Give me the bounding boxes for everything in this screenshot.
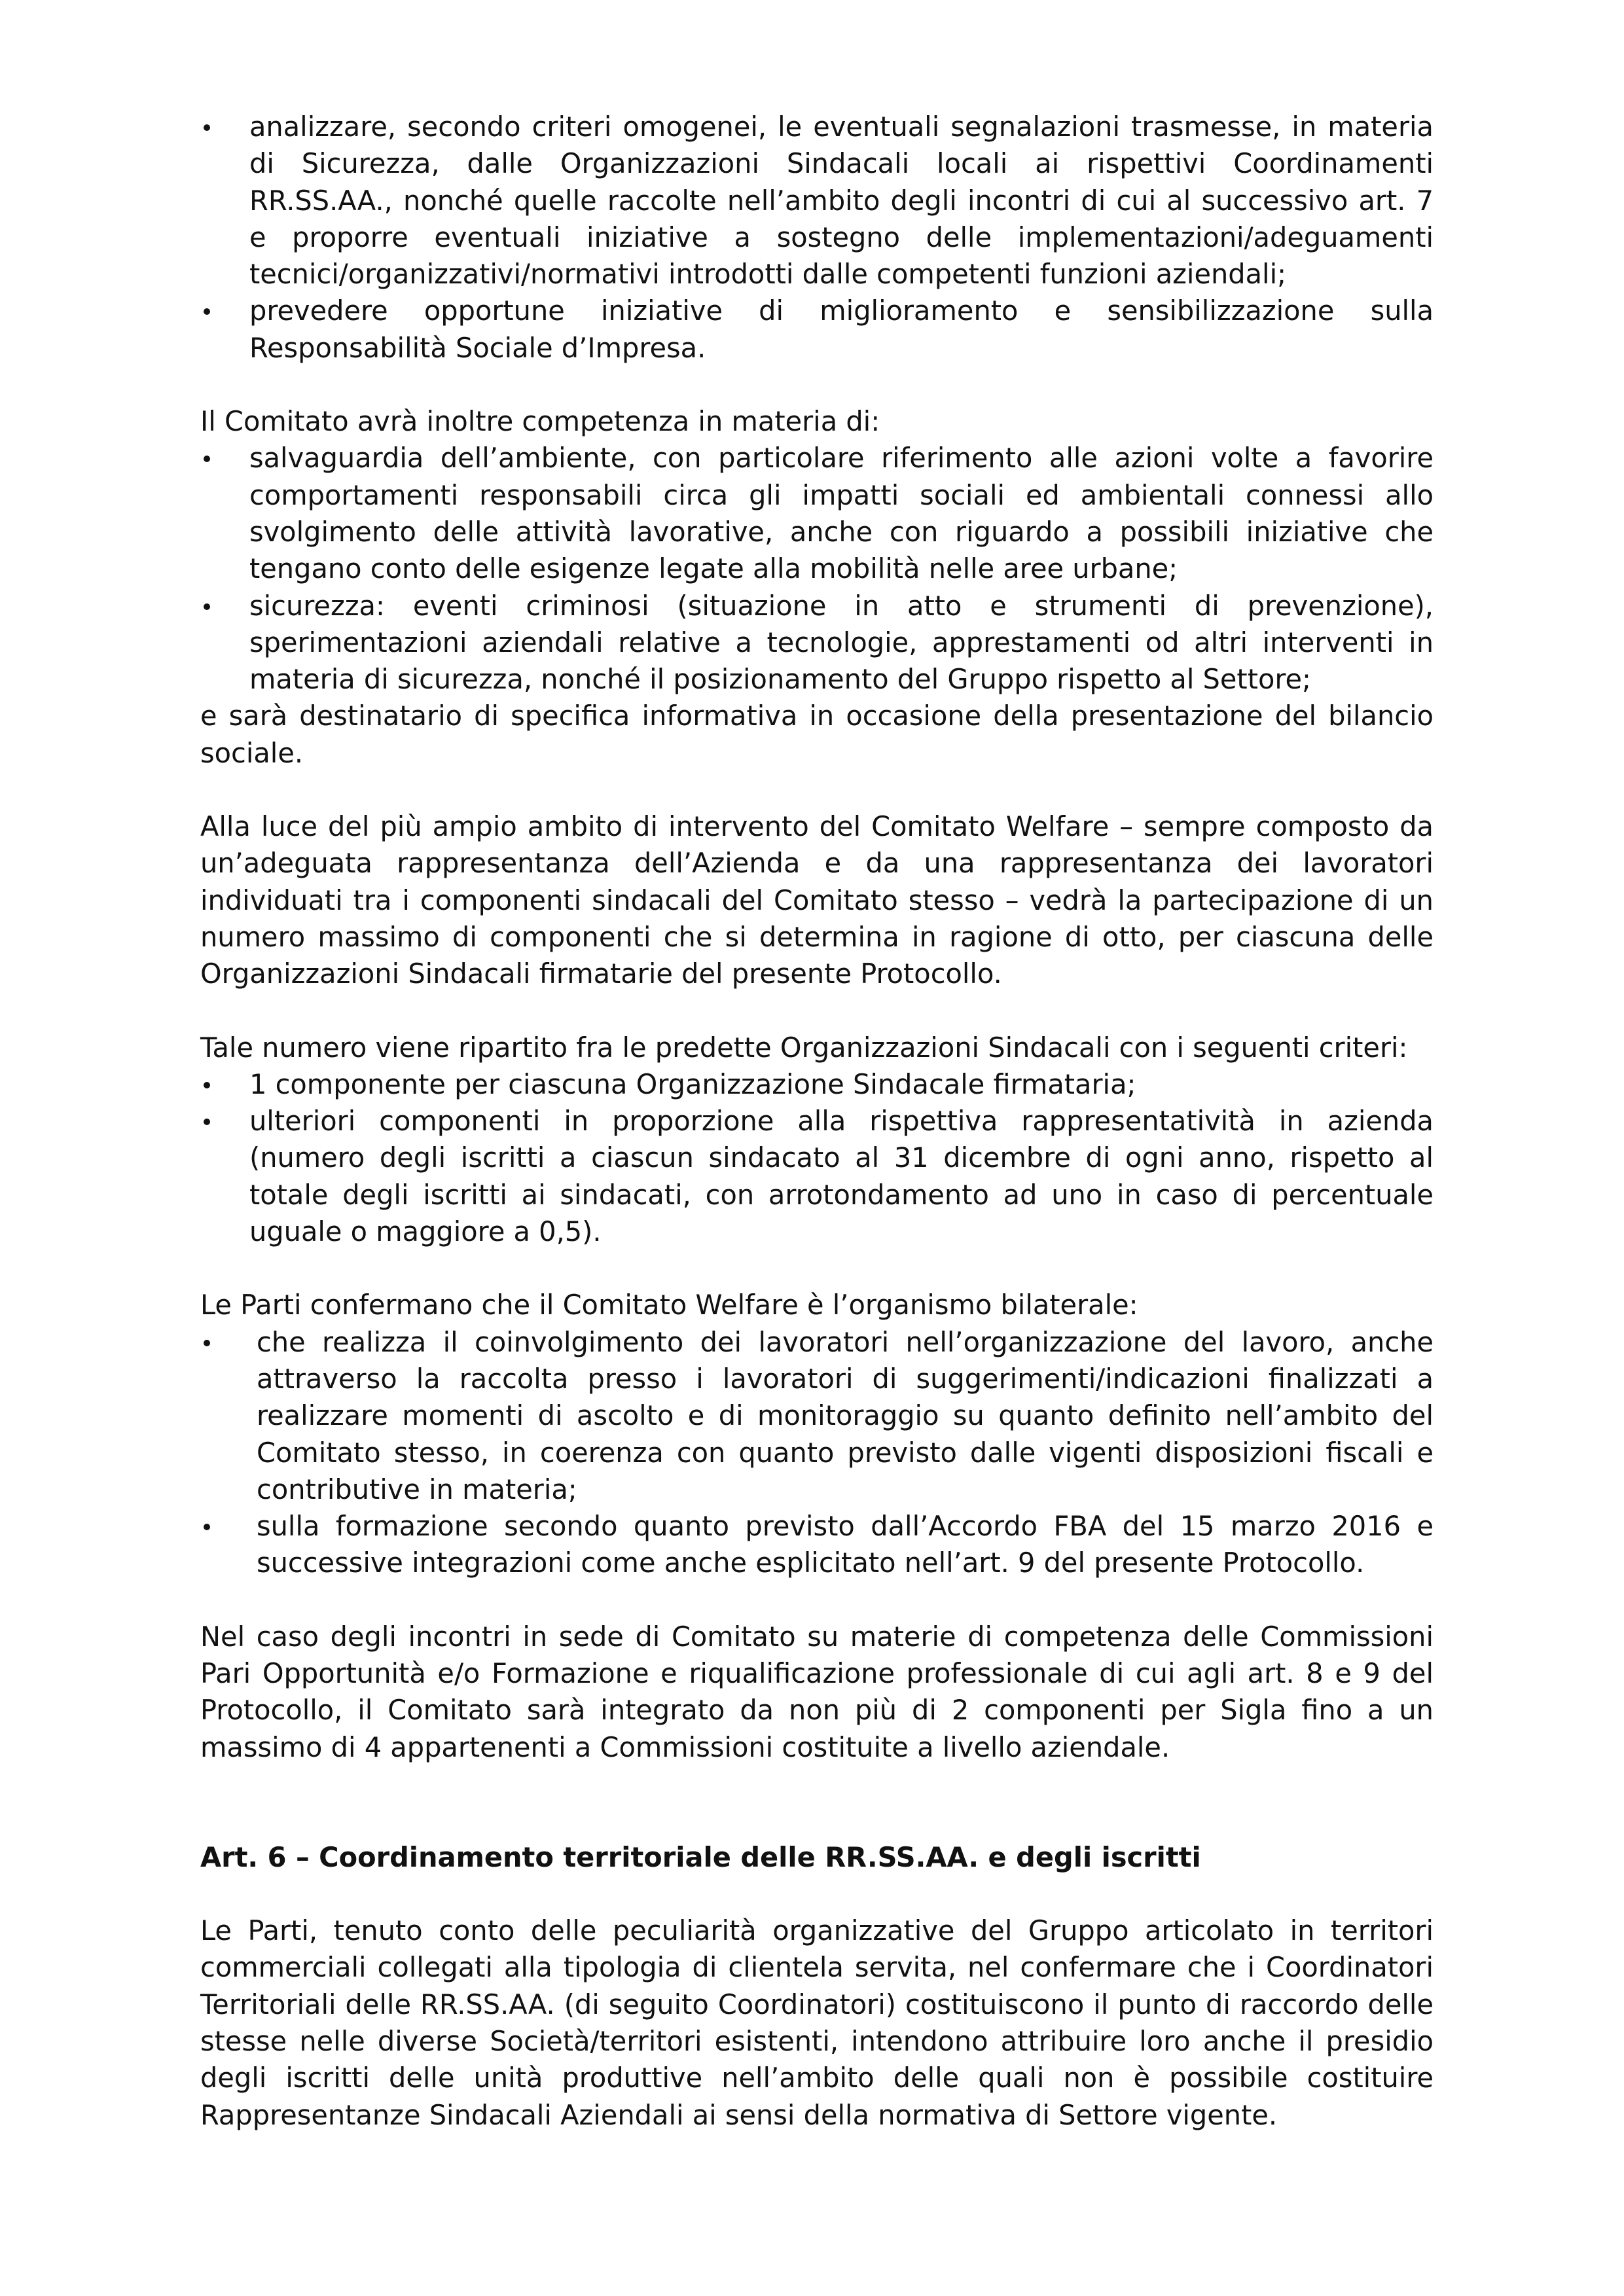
paragraph-organismo-intro: Le Parti confermano che il Comitato Welfare è l’organismo bilaterale:	[200, 1289, 1138, 1321]
list-item: salvaguardia dell’ambiente, con particolare riferimento alle azioni volte a favorire comportamenti responsabili circa gli impatti sociali ed ambientali connessi allo svolgimento delle attività lavorative, anche con riguardo a possibili iniziative che tengano conto delle esigenze legate alla mobilità nelle aree urbane;	[200, 440, 1434, 587]
bullet-list-competenza	[200, 440, 1434, 698]
paragraph-gap	[200, 1876, 1434, 1912]
paragraph-gap	[200, 772, 1434, 808]
paragraph-bilancio: e sarà destinatario di specifica informativa in occasione della presentazione del bilancio sociale.	[200, 700, 1434, 769]
paragraph-gap	[200, 993, 1434, 1030]
list-item: analizzare, secondo criteri omogenei, le eventuali segnalazioni trasmesse, in materia di Sicurezza, dalle Organizzazioni Sindacali locali ai rispettivi Coordinamenti RR.SS.AA., nonché quelle raccolte nell’ambito degli incontri di cui al successivo art. 7 e proporre eventuali iniziative a sostegno delle implementazioni/adeguamenti tecnici/organizzativi/normativi introdotti dalle competenti funzioni aziendali;	[200, 109, 1434, 293]
list-item: sicurezza: eventi criminosi (situazione in atto e strumenti di prevenzione), sperimentazioni aziendali relative a tecnologie, apprestamenti od altri interventi in materia di sicurezza, nonché il posizionamento del Gruppo rispetto al Settore;	[200, 588, 1434, 698]
paragraph-gap	[200, 1250, 1434, 1287]
list-item: sulla formazione secondo quanto previsto dall’Accordo FBA del 15 marzo 2016 e successive integrazioni come anche esplicitato nell’art. 9 del presente Protocollo.	[200, 1508, 1434, 1582]
list-item: prevedere opportune iniziative di miglioramento e sensibilizzazione sulla Responsabilità Sociale d’Impresa.	[200, 293, 1434, 367]
section-gap	[200, 1766, 1434, 1839]
bullet-list-sicurezza	[200, 109, 1434, 367]
bullet-list-organismo	[200, 1324, 1434, 1582]
article-heading: Art. 6 – Coordinamento territoriale delle RR.SS.AA. e degli iscritti	[200, 1840, 1201, 1873]
bullet-list-criteri	[200, 1066, 1434, 1250]
paragraph-gap	[200, 367, 1434, 403]
paragraph-gap	[200, 1582, 1434, 1619]
list-item: ulteriori componenti in proporzione alla rispettiva rappresentatività in azienda (numero degli iscritti a ciascun sindacato al 31 dicembre di ogni anno, rispetto al totale degli iscritti ai sindacati, con arrotondamento ad uno in caso di percentuale uguale o maggiore a 0,5).	[200, 1103, 1434, 1250]
paragraph-incontri: Nel caso degli incontri in sede di Comitato su materie di competenza delle Commissioni Pari Opportunità e/o Formazione e riqualificazione professionale di cui agli art. 8 e 9 del Protocollo, il Comitato sarà integrato da non più di 2 componenti per Sigla fino a un massimo di 4 appartenenti a Commissioni costituite a livello aziendale.	[200, 1620, 1434, 1763]
list-item: 1 componente per ciascuna Organizzazione Sindacale firmataria;	[200, 1066, 1434, 1103]
paragraph-coordinamento: Le Parti, tenuto conto delle peculiarità organizzative del Gruppo articolato in territori commerciali collegati alla tipologia di clientela servita, nel confermare che i Coordinatori Territoriali delle RR.SS.AA. (di seguito Coordinatori) costituiscono il punto di raccordo delle stesse nelle diverse Società/territori esistenti, intendono attribuire loro anche il presidio degli iscritti delle unità produttive nell’ambito delle quali non è possibile costituire Rappresentanze Sindacali Aziendali ai sensi della normativa di Settore vigente.	[200, 1914, 1434, 2131]
list-item: che realizza il coinvolgimento dei lavoratori nell’organizzazione del lavoro, anche attraverso la raccolta presso i lavoratori di suggerimenti/indicazioni finalizzati a realizzare momenti di ascolto e di monitoraggio su quanto definito nell’ambito del Comitato stesso, in coerenza con quanto previsto dalle vigenti disposizioni fiscali e contributive in materia;	[200, 1324, 1434, 1508]
paragraph-competenza-intro: Il Comitato avrà inoltre competenza in materia di:	[200, 405, 880, 438]
paragraph-comitato-welfare: Alla luce del più ampio ambito di intervento del Comitato Welfare – sempre composto da un’adeguata rappresentanza dell’Azienda e da una rappresentanza dei lavoratori individuati tra i componenti sindacali del Comitato stesso – vedrà la partecipazione di un numero massimo di componenti che si determina in ragione di otto, per ciascuna delle Organizzazioni Sindacali firmatarie del presente Protocollo.	[200, 810, 1434, 990]
paragraph-ripartizione-intro: Tale numero viene ripartito fra le predette Organizzazioni Sindacali con i seguenti criteri:	[200, 1031, 1408, 1064]
